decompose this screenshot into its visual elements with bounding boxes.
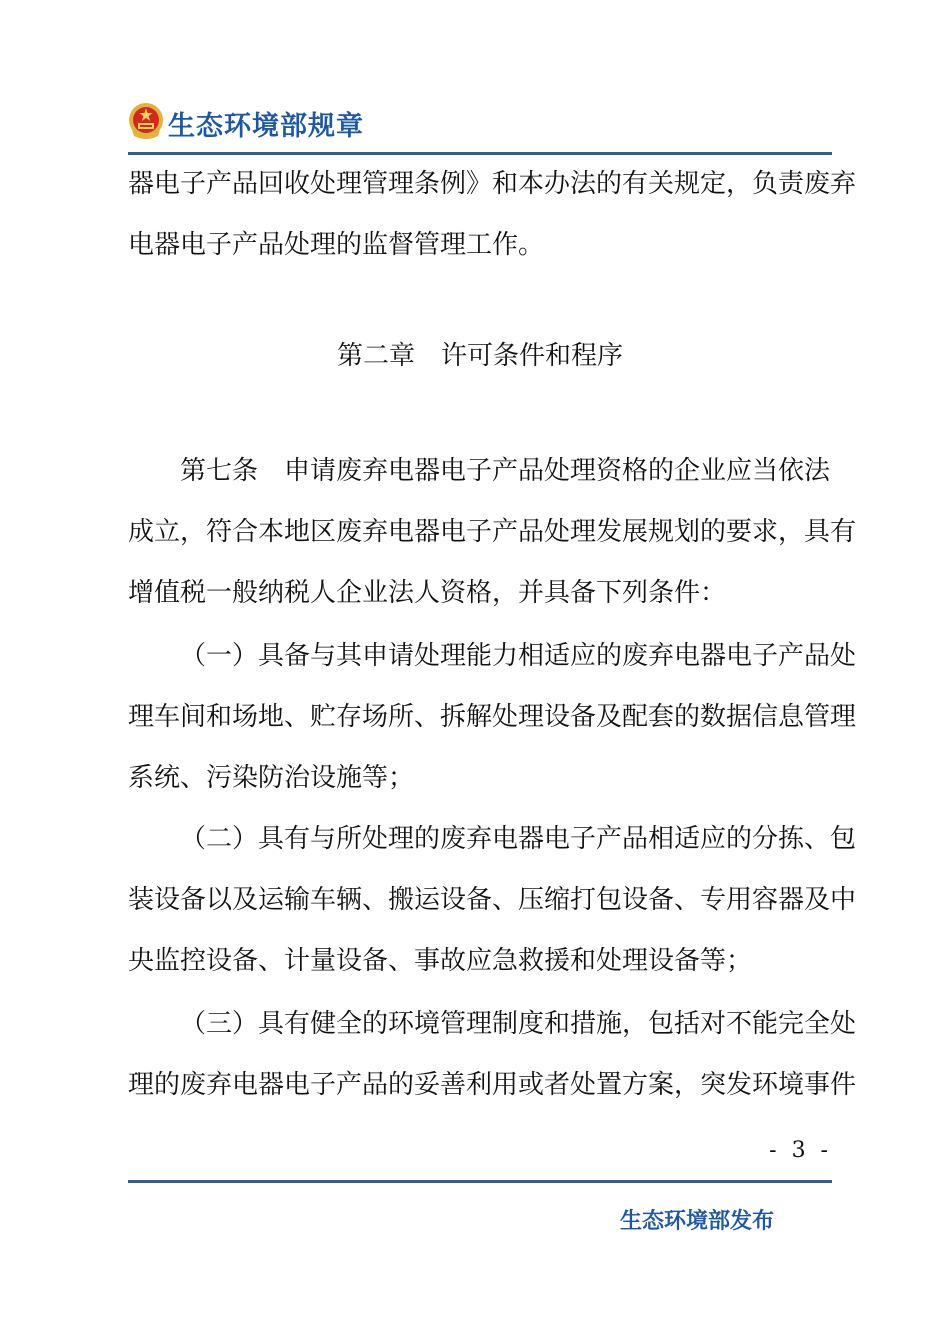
- text-line: 器电子产品回收处理管理条例》和本办法的有关规定，负责废弃: [128, 169, 857, 199]
- text-line: 第七条 申请废弃电器电子产品处理资格的企业应当依法: [180, 456, 831, 486]
- page-number: - 3 -: [769, 1138, 832, 1163]
- text-line: （三）具有健全的环境管理制度和措施，包括对不能完全处: [180, 1009, 857, 1039]
- footer-divider: [128, 1180, 832, 1183]
- list-item: [128, 809, 857, 992]
- text-line: 增值税一般纳税人企业法人资格，并具备下列条件：: [128, 578, 727, 608]
- chapter-title: 第二章 许可条件和程序: [336, 341, 623, 371]
- publisher-label: 生态环境部发布: [620, 1209, 775, 1234]
- text-line: 装设备以及运输车辆、搬运设备、压缩打包设备、专用容器及中: [128, 885, 857, 915]
- text-line: 理的废弃电器电子产品的妥善利用或者处置方案，突发环境事件: [128, 1070, 857, 1100]
- text-line: 央监控设备、计量设备、事故应急救援和处理设备等；: [128, 946, 753, 976]
- list-item: [128, 994, 857, 1116]
- header-title: 生态环境部规章: [168, 111, 364, 142]
- text-line: （一）具备与其申请处理能力相适应的废弃电器电子产品处: [180, 641, 857, 671]
- article-paragraph: [128, 441, 857, 624]
- text-line: 电器电子产品处理的监督管理工作。: [128, 230, 545, 260]
- text-line: 理车间和场地、贮存场所、拆解处理设备及配套的数据信息管理: [128, 702, 857, 732]
- page-header: [128, 98, 832, 148]
- text-line: （二）具有与所处理的废弃电器电子产品相适应的分拣、包: [180, 824, 857, 854]
- continuation-paragraph: [128, 154, 857, 276]
- text-line: 成立，符合本地区废弃电器电子产品处理发展规划的要求，具有: [128, 517, 857, 547]
- list-item: [128, 626, 857, 809]
- text-line: 系统、污染防治设施等；: [128, 763, 415, 793]
- national-emblem-icon: [128, 102, 164, 140]
